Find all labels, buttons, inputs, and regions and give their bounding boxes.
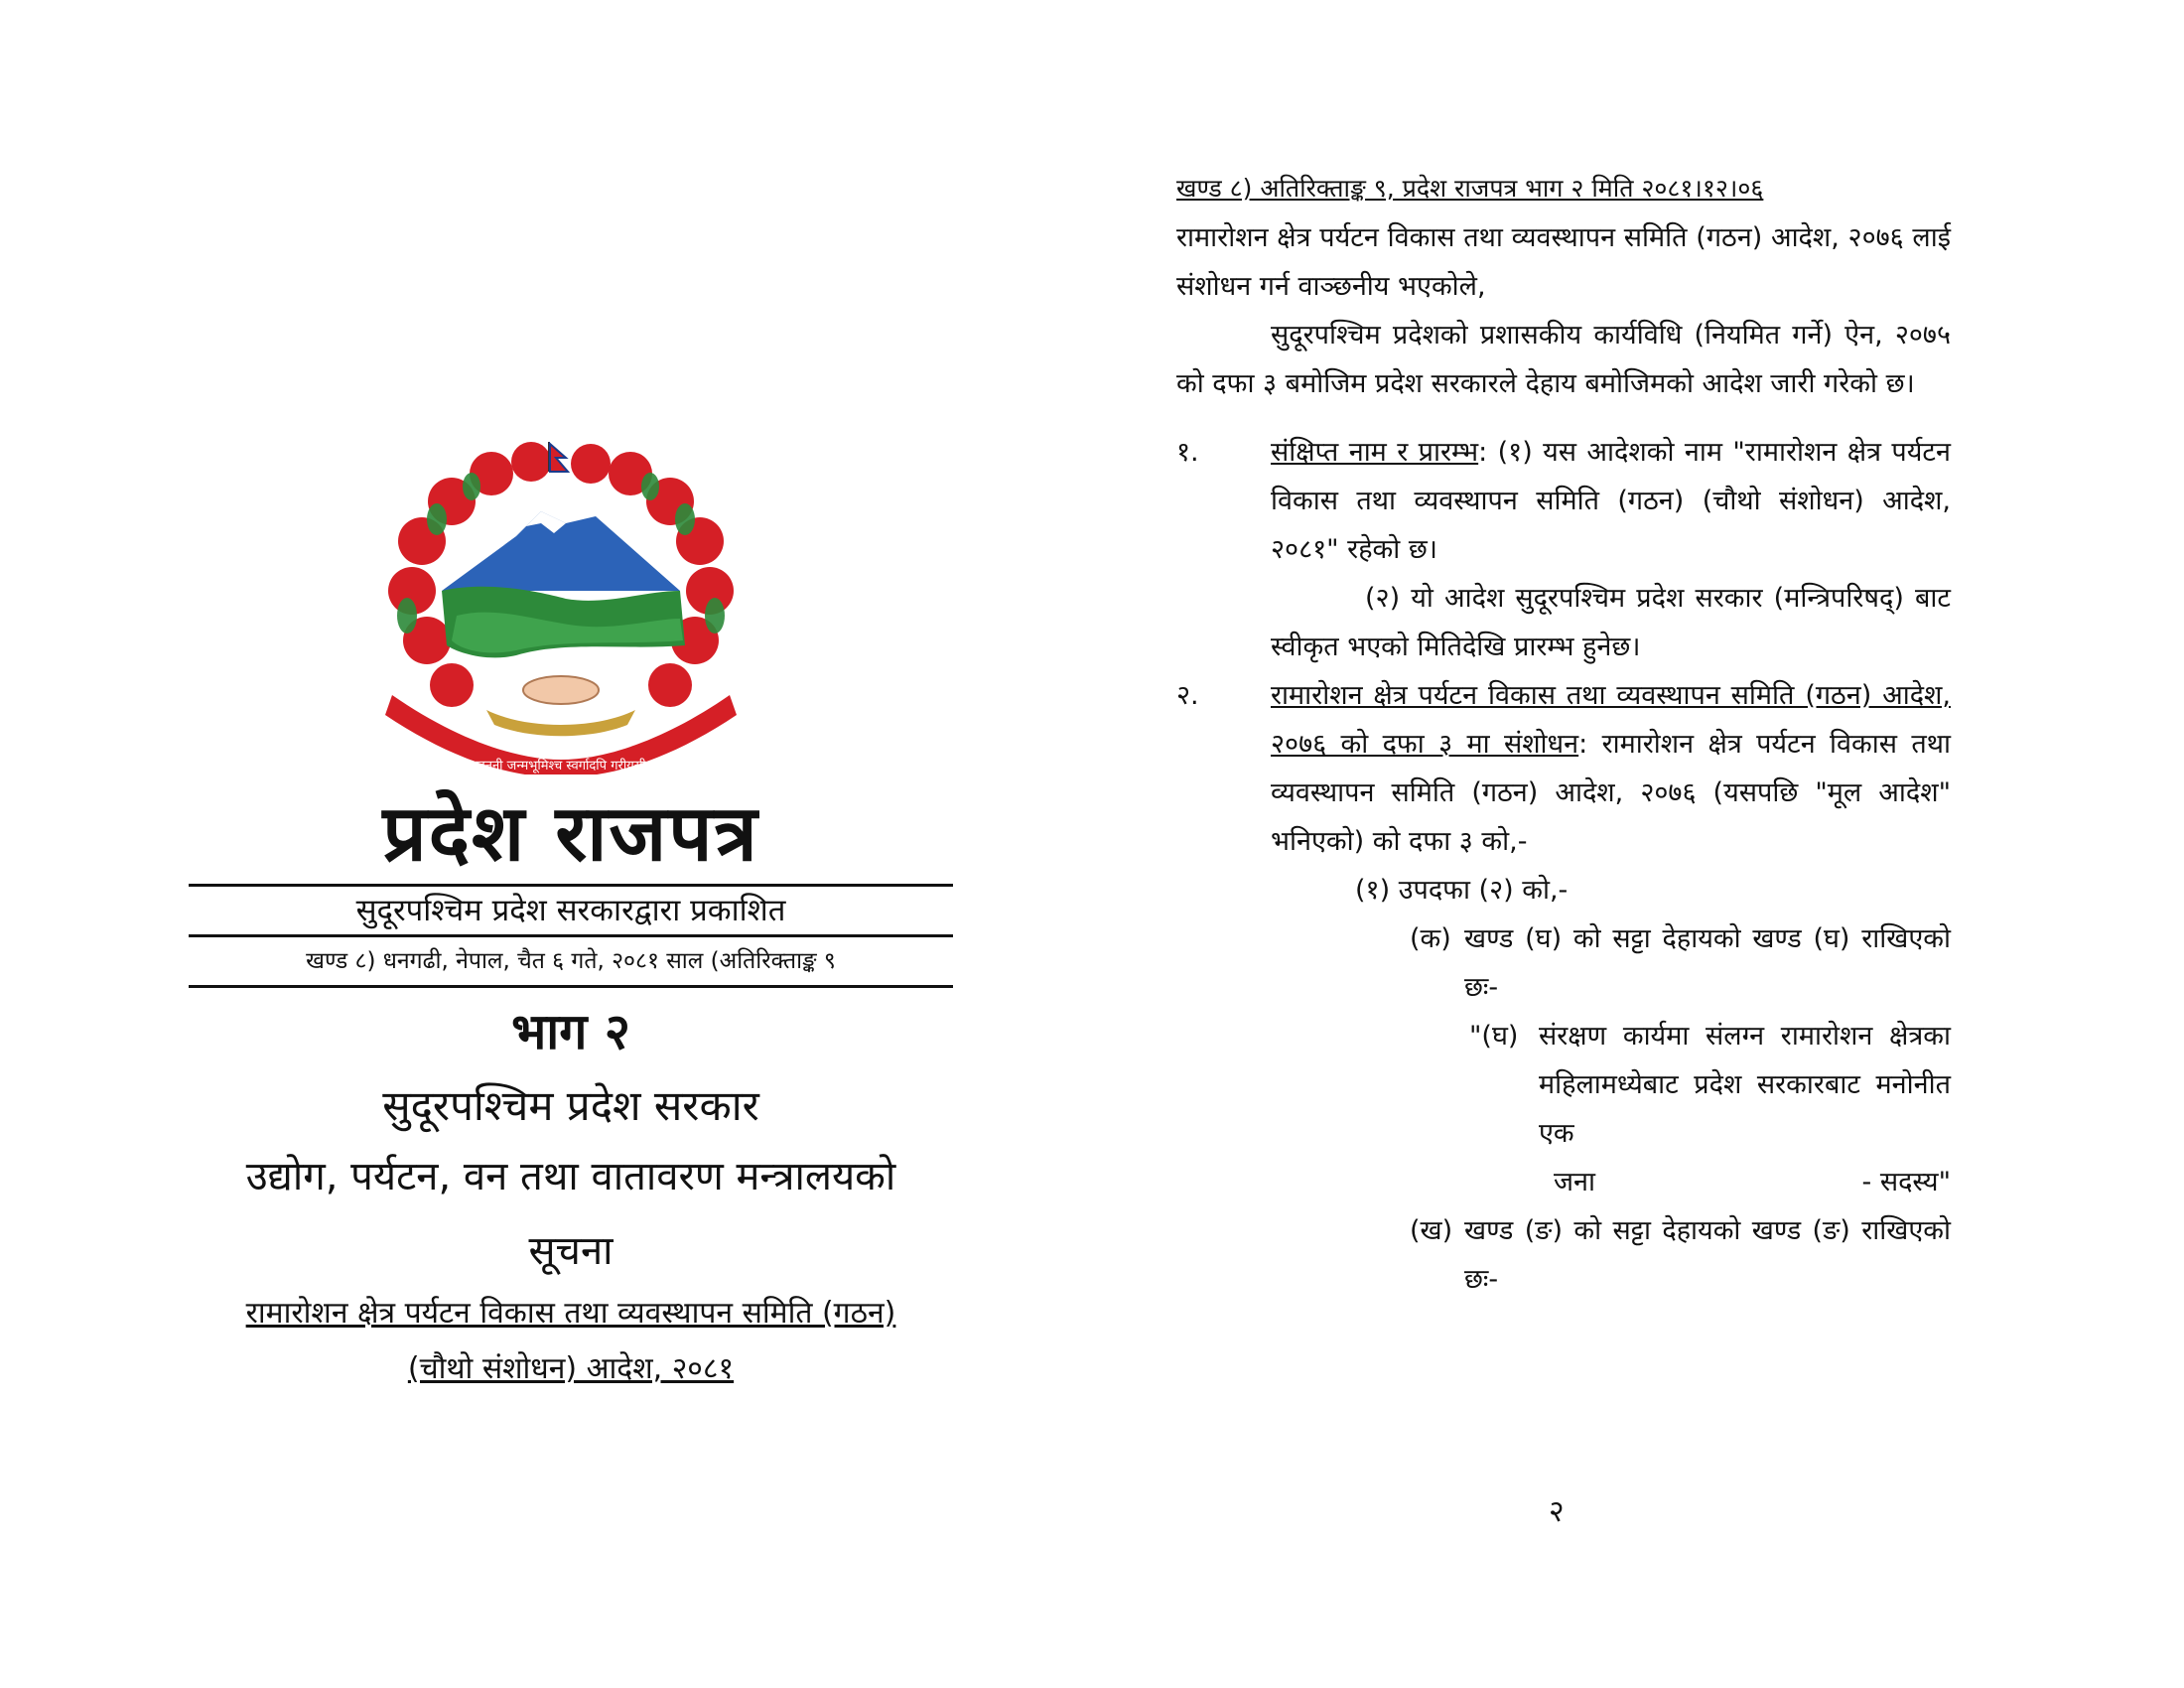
preamble-paragraph-2: सुदूरपश्चिम प्रदेशको प्रशासकीय कार्यविधि (नियमित गर्ने) ऐन, २०७५ को दफा ३ बमोजिम प्रदेश सरकारले देहाय बमोजिमको आदेश जारी गरेको छ।	[1176, 320, 1951, 399]
clause-text: जना	[1554, 1167, 1596, 1197]
order-title-line2: (चौथो संशोधन) आदेश, २०८१	[407, 1351, 735, 1386]
divider	[189, 985, 953, 988]
ministry-name: उद्योग, पर्यटन, वन तथा वातावरण मन्त्रालयको	[245, 1154, 896, 1199]
handshake-icon	[523, 676, 599, 704]
section-text: : रामारोशन क्षेत्र पर्यटन विकास तथा व्यवस्थापन समिति (गठन) आदेश, २०७६ (यसपछि "मूल आदेश" भनिएको) को दफा ३ को,-	[1271, 729, 1951, 857]
government-name: सुदूरपश्चिम प्रदेश सरकार	[382, 1081, 759, 1130]
clause-label: (क)	[1410, 923, 1451, 954]
nepal-flag-icon	[549, 442, 568, 472]
nepal-emblem-icon	[367, 442, 754, 774]
section-2	[1176, 671, 1951, 866]
section-1	[1176, 428, 1951, 574]
clause-text: खण्ड (ङ) को सट्टा देहायको खण्ड (ङ) राखिएको छः-	[1464, 1215, 1951, 1295]
published-by: सुदूरपश्चिम प्रदेश सरकारद्वारा प्रकाशित	[355, 893, 786, 928]
masthead-title: प्रदेश राजपत्र	[382, 789, 759, 879]
notice-heading: सूचना	[528, 1228, 614, 1274]
clause-label: (ख)	[1410, 1215, 1453, 1246]
issue-info-line: खण्ड ८) धनगढी, नेपाल, चैत ६ गते, २०८१ साल (अतिरिक्ताङ्क ९	[306, 948, 836, 974]
preamble-paragraph-1: रामारोशन क्षेत्र पर्यटन विकास तथा व्यवस्थापन समिति (गठन) आदेश, २०७६ लाई संशोधन गर्न वाञ्छनीय भएकोले,	[1176, 222, 1951, 302]
emblem-wrap	[169, 442, 953, 774]
section-heading: रामारोशन क्षेत्र पर्यटन विकास तथा व्यवस्थापन समिति (गठन) आदेश, २०७६ को दफा ३ मा संशोधन	[1271, 680, 1951, 760]
clause-text: - सदस्य"	[1861, 1167, 1951, 1197]
page-number: २	[1549, 1494, 1565, 1529]
section-number: २.	[1176, 680, 1199, 711]
clause-gha-last-line	[1176, 1158, 1951, 1206]
part-heading: भाग २	[511, 1003, 630, 1060]
section-1-subsection-2: (२) यो आदेश सुदूरपश्चिम प्रदेश सरकार (मन्त्रिपरिषद्) बाट स्वीकृत भएको मितिदेखि प्रारम्भ हुनेछ।	[1271, 583, 1951, 662]
subsection-line: (१) उपदफा (२) को,-	[1355, 875, 1569, 906]
clause-kha	[1176, 1206, 1951, 1304]
clause-text: संरक्षण कार्यमा संलग्न रामारोशन क्षेत्रका महिलामध्येबाट प्रदेश सरकारबाट मनोनीत एक	[1539, 1021, 1951, 1149]
motto-text: जननी जन्मभूमिश्च स्वर्गादपि गरीयसी	[476, 759, 646, 774]
clause-gha-quote	[1176, 1012, 1951, 1158]
section-number: १.	[1176, 437, 1199, 468]
section-heading: संक्षिप्त नाम र प्रारम्भ	[1271, 437, 1479, 468]
section-text: : (१) यस आदेशको नाम "रामारोशन क्षेत्र पर्यटन विकास तथा व्यवस्थापन समिति (गठन) (चौथो संशोधन) आदेश, २०८१" रहेको छ।	[1271, 437, 1951, 565]
right-page	[1176, 164, 1951, 1304]
clause-text: खण्ड (घ) को सट्टा देहायको खण्ड (घ) राखिएको छः-	[1464, 923, 1951, 1003]
clause-ka	[1176, 914, 1951, 1012]
left-page	[189, 442, 953, 1397]
clause-label: "(घ)	[1469, 1021, 1519, 1052]
order-title-line1: रामारोशन क्षेत्र पर्यटन विकास तथा व्यवस्थापन समिति (गठन)	[245, 1296, 896, 1331]
running-header: खण्ड ८) अतिरिक्ताङ्क ९, प्रदेश राजपत्र भाग २ मिति २०८१।१२।०६	[1176, 174, 1764, 203]
